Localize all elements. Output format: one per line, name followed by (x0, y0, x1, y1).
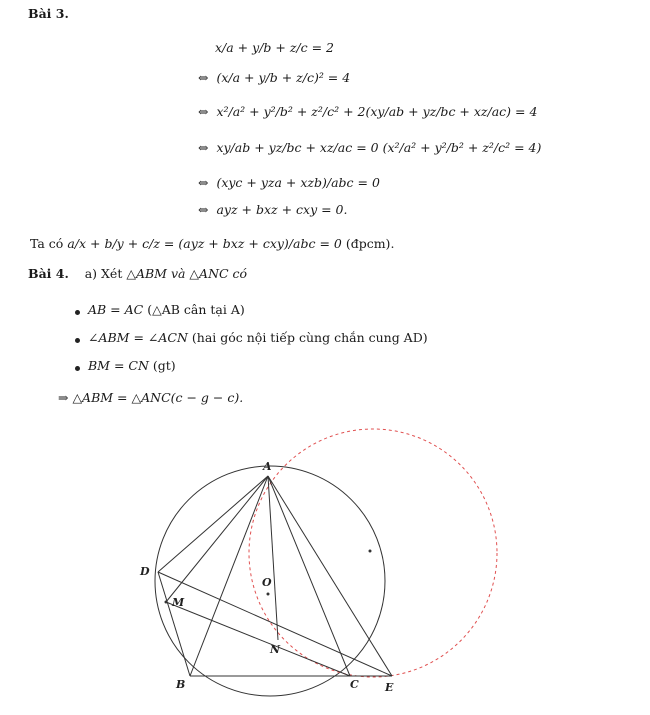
equiv-arrow: ⇔ (198, 104, 209, 119)
dashed-circle (249, 429, 497, 677)
point-o (267, 593, 270, 596)
label-c: C (350, 678, 359, 691)
label-o: O (262, 576, 272, 589)
bai3-line-6: ⇔ ayz + bxz + cxy = 0. (198, 202, 348, 217)
segment-ab (190, 476, 268, 676)
bai3-title: Bài 3. (28, 6, 69, 21)
segment-mc (166, 602, 350, 676)
point-m (165, 601, 168, 604)
segment-db (158, 572, 190, 676)
bai4-title: Bài 4. (28, 266, 69, 281)
bai4-result: ⇒ △ABM = △ANC(c − g − c). (58, 390, 244, 405)
bai3-conclusion: Ta có a/x + b/y + c/z = (ayz + bxz + cxy)/abc = 0 (đpcm). (30, 236, 395, 251)
equiv-arrow: ⇔ (198, 70, 209, 85)
segment-an (268, 476, 278, 640)
segment-am (166, 476, 268, 602)
bai4-bullet-3: BM = CN (gt) (88, 358, 176, 373)
label-e: E (385, 681, 394, 694)
equiv-arrow: ⇔ (198, 140, 209, 155)
bai4-part: a) Xét (84, 266, 123, 281)
label-a: A (263, 460, 272, 473)
bai3-line-5: ⇔ (xyc + yza + xzb)/abc = 0 (198, 175, 380, 190)
segment-ac (268, 476, 350, 676)
label-b: B (176, 678, 186, 691)
equiv-arrow: ⇔ (198, 202, 209, 217)
label-n: N (270, 643, 281, 656)
bai3-line-3: ⇔ x²/a² + y²/b² + z²/c² + 2(xy/ab + yz/bc + xz/ac) = 4 (198, 104, 538, 119)
segment-ad (158, 476, 268, 572)
point-center (369, 550, 372, 553)
bai3-line-4: ⇔ xy/ab + yz/bc + xz/ac = 0 (x²/a² + y²/b² + z²/c² = 4) (198, 140, 542, 155)
bai3-line-2: ⇔ (x/a + y/b + z/c)² = 4 (198, 70, 351, 85)
label-m: M (172, 596, 185, 609)
equiv-arrow: ⇔ (198, 175, 209, 190)
bai4-bullet-1: AB = AC (△AB cân tại A) (88, 302, 245, 317)
bai4-bullet-2: ∠ABM = ∠ACN (hai góc nội tiếp cùng chắn cung AD) (88, 330, 428, 345)
label-d: D (140, 565, 150, 578)
bai3-line-1: x/a + y/b + z/c = 2 (215, 40, 335, 55)
bai4-part-expr: △ABM và △ANC có (126, 266, 248, 281)
segment-ae (268, 476, 392, 676)
